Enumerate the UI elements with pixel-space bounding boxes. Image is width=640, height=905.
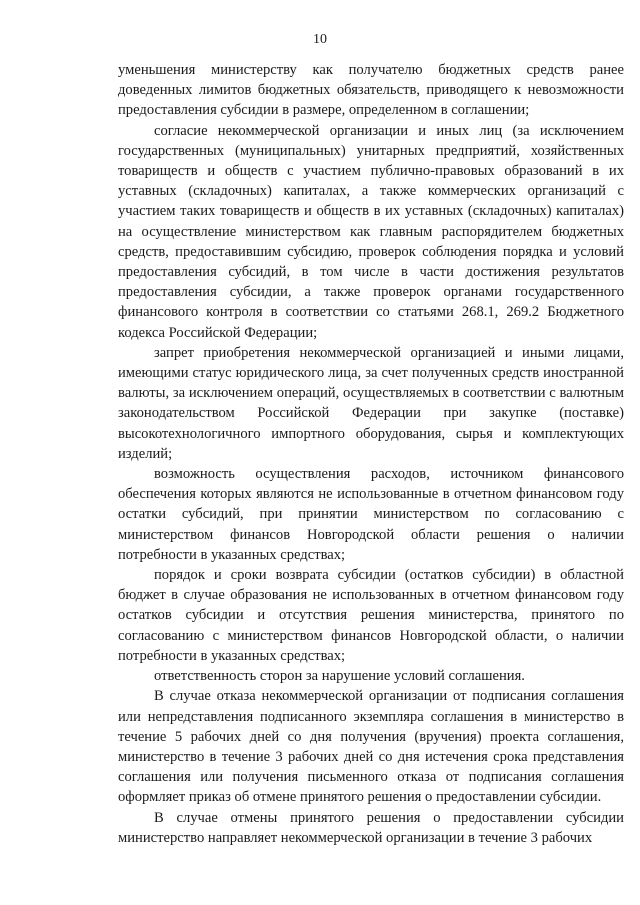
paragraph: В случае отказа некоммерческой организации от подписания соглашения или непредставления подписанного экземпляра соглашения в министерство в течение 5 рабочих дней со дня получения (вручения) проекта соглашения, министерство в течение 3 рабочих дней со дня истечения срока представления соглашения или получения письменного отказа от подписания соглашения оформляет приказ об отмене принятого решения о предоставлении субсидии. — [118, 688, 624, 806]
paragraph: ответственность сторон за нарушение условий соглашения. — [154, 668, 525, 685]
paragraph: В случае отмены принятого решения о предоставлении субсидии министерство направляет некоммерческой организации в течение 3 рабочих — [118, 809, 624, 846]
document-body — [118, 60, 624, 848]
page-number: 10 — [313, 32, 327, 47]
paragraph: уменьшения министерству как получателю бюджетных средств ранее доведенных лимитов бюджетных обязательств, приводящего к невозможности предоставления субсидии в размере, определенном в соглашении; — [118, 62, 624, 119]
paragraph: порядок и сроки возврата субсидии (остатков субсидии) в областной бюджет в случае образования не использованных в отчетном финансовом году остатков субсидии и отсутствия решения министерства, принятого по согласованию с министерством финансов Новгородской области, о наличии потребности в указанных средствах; — [118, 567, 624, 664]
paragraph: согласие некоммерческой организации и иных лиц (за исключением государственных (муниципальных) унитарных предприятий, хозяйственных товариществ и обществ с участием публично-правовых образований в их уставных (складочных) капиталах, а также коммерческих организаций с участием таких товариществ и обществ в их уставных (складочных) капиталах) на осуществление министерством как главным распорядителем бюджетных средств, предоставившим субсидию, проверок соблюдения порядка и условий предоставления субсидий, в том числе в части достижения результатов предоставления субсидии, а также проверок органами государственного финансового контроля в соответствии со статьями 268.1, 269.2 Бюджетного кодекса Российской Федерации; — [118, 122, 624, 341]
paragraph: возможность осуществления расходов, источником финансового обеспечения которых являются не использованные в отчетном финансовом году остатки субсидий, при принятии министерством по согласованию с министерством финансов Новгородской области решения о наличии потребности в указанных средствах; — [118, 466, 624, 563]
paragraph: запрет приобретения некоммерческой организацией и иными лицами, имеющими статус юридического лица, за счет полученных средств иностранной валюты, за исключением операций, осуществляемых в соответствии с валютным законодательством Российской Федерации при закупке (поставке) высокотехнологичного импортного оборудования, сырья и комплектующих изделий; — [118, 344, 624, 462]
